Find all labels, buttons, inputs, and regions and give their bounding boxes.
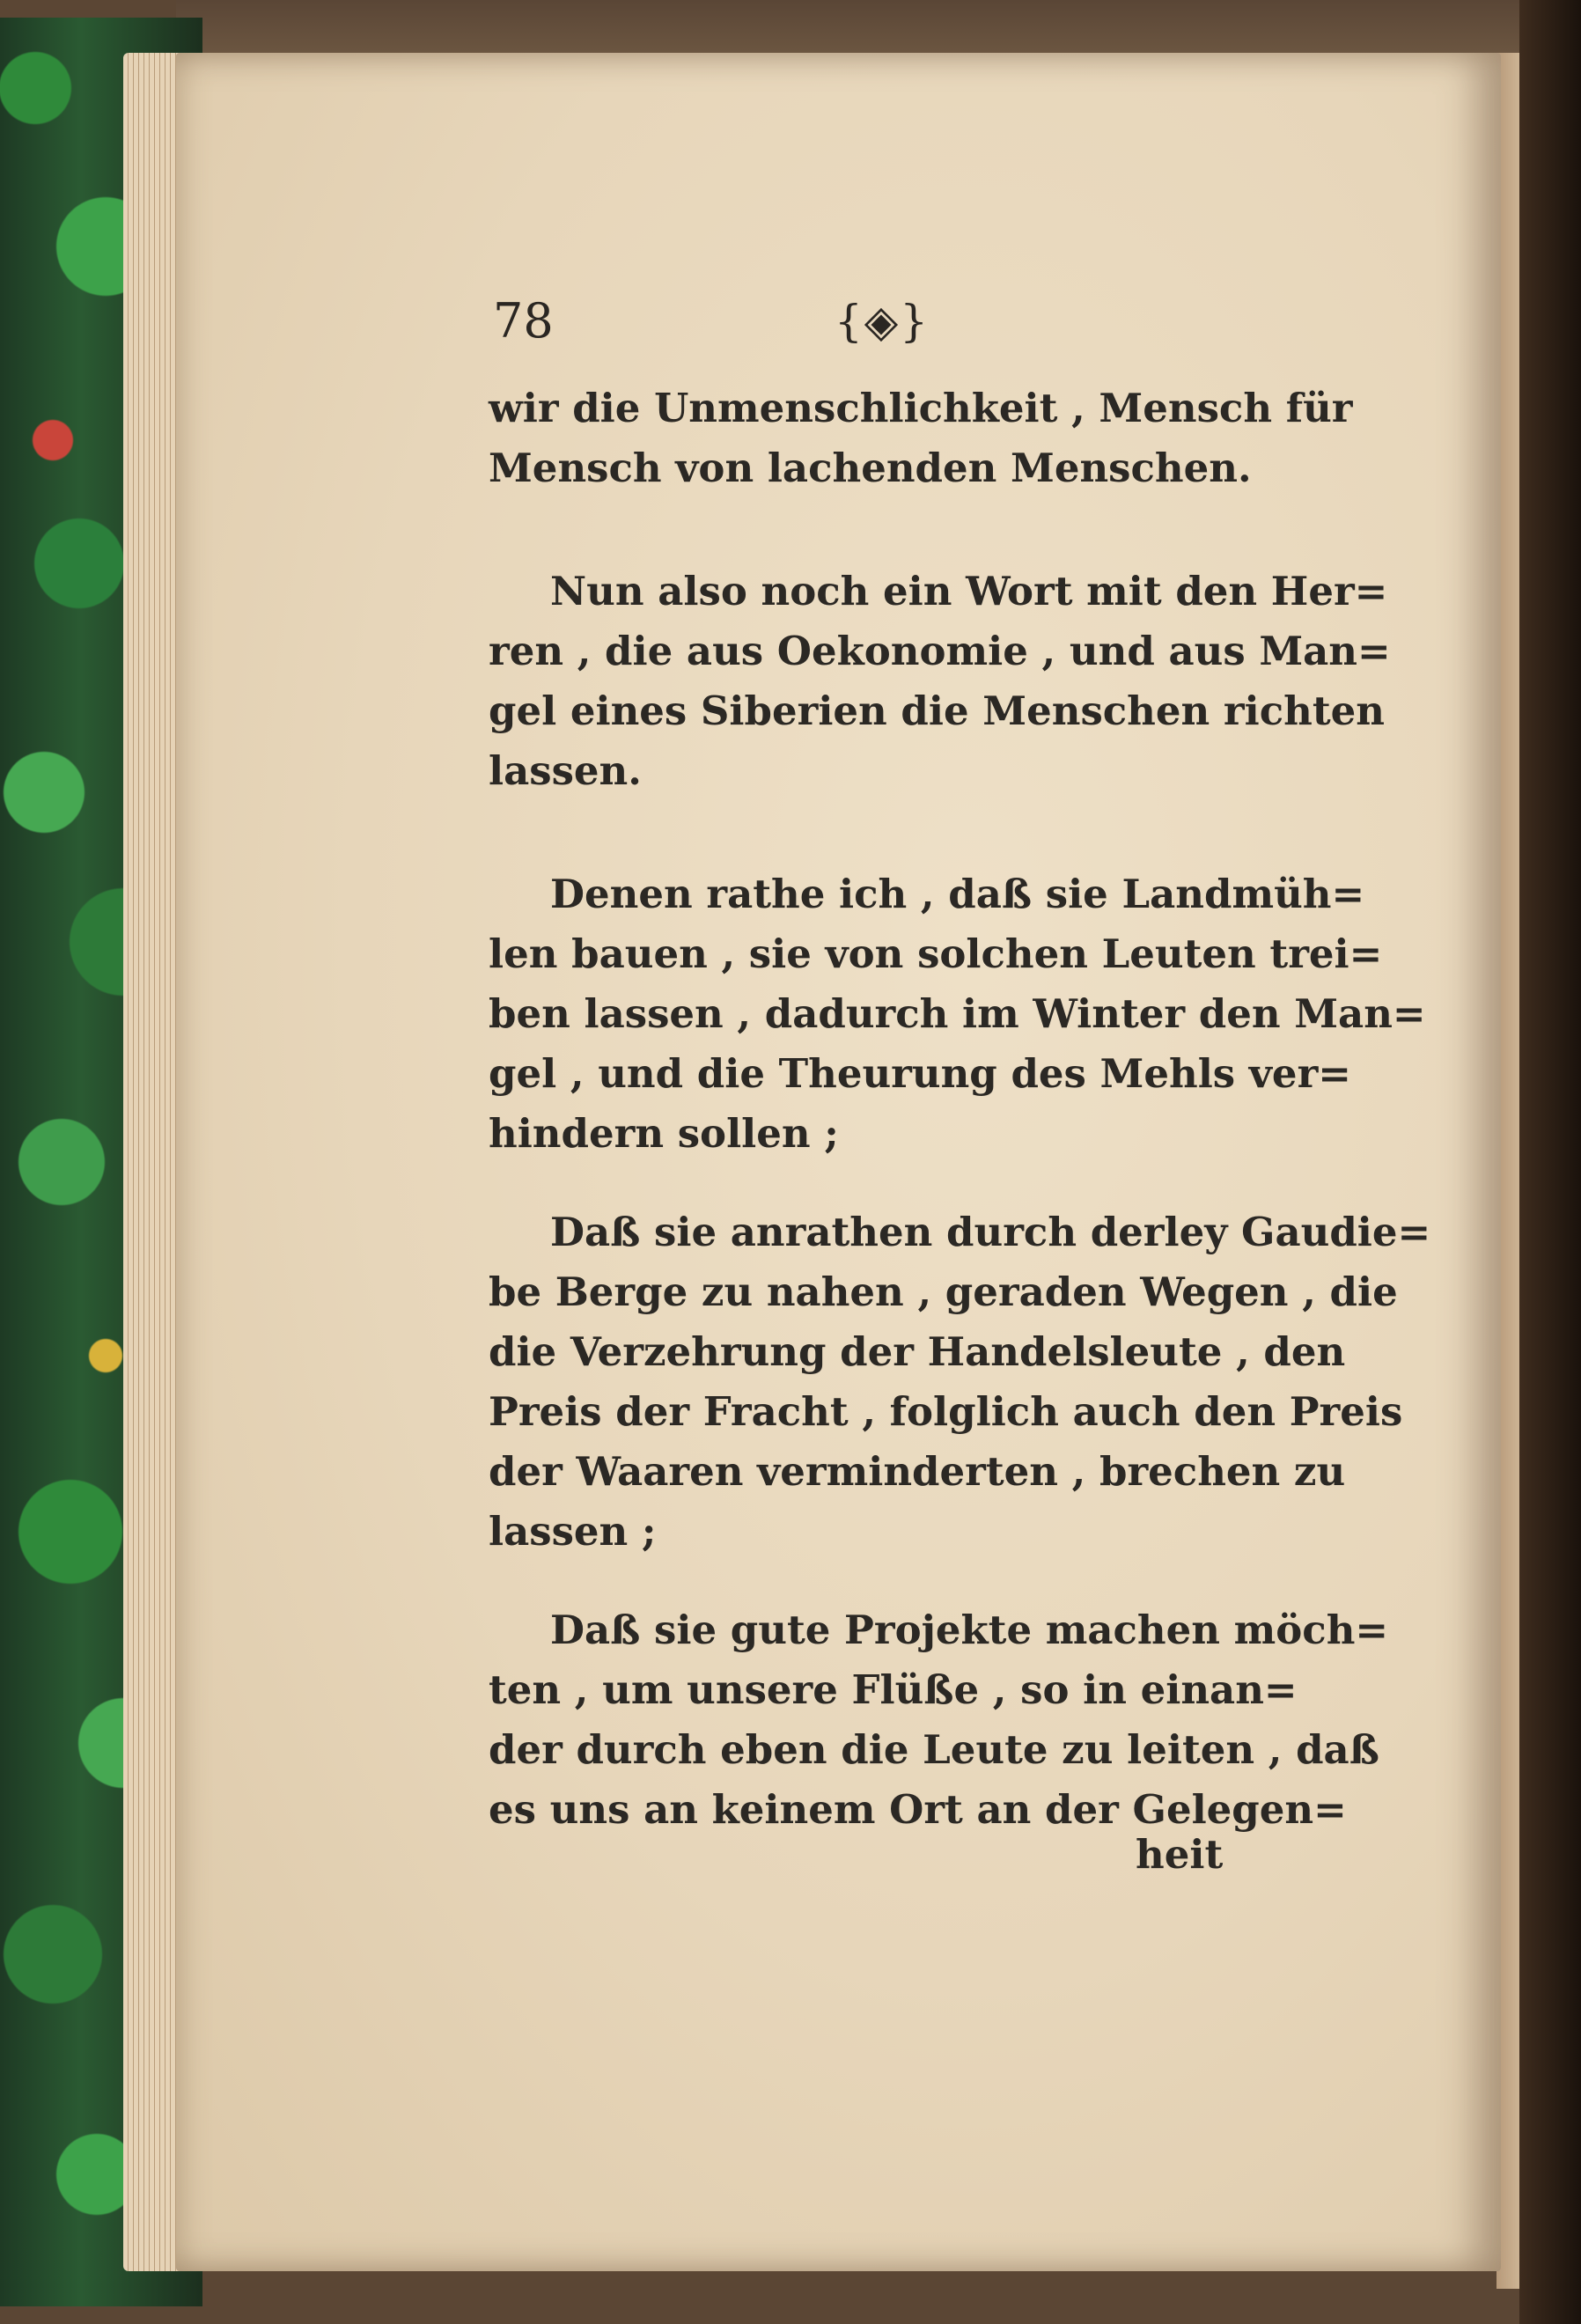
text-line: Nun also noch ein Wort mit den Her= bbox=[550, 568, 1388, 614]
page-header bbox=[493, 290, 1285, 352]
text-line: lassen. bbox=[489, 747, 642, 794]
paragraph-2 bbox=[489, 562, 1391, 801]
text-line: wir die Unmenschlichkeit , Mensch für bbox=[489, 385, 1353, 431]
body-text bbox=[489, 379, 1431, 1840]
text-line: gel , und die Theurung des Mehls ver= bbox=[489, 1050, 1351, 1097]
text-line: Daß sie anrathen durch derley Gaudie= bbox=[550, 1209, 1431, 1255]
text-line: Mensch von lachenden Menschen. bbox=[489, 445, 1252, 491]
text-line: ren , die aus Oekonomie , und aus Man= bbox=[489, 628, 1391, 674]
paragraph-5 bbox=[489, 1600, 1389, 1840]
text-line: Daß sie gute Projekte machen möch= bbox=[550, 1607, 1389, 1653]
background-right bbox=[1519, 0, 1581, 2324]
catchword: heit bbox=[1136, 1831, 1224, 1878]
text-line: Denen rathe ich , daß sie Landmüh= bbox=[550, 871, 1365, 917]
text-line: gel eines Siberien die Menschen richten bbox=[489, 688, 1385, 734]
paragraph-4 bbox=[489, 1202, 1431, 1562]
text-line: der durch eben die Leute zu leiten , daß bbox=[489, 1726, 1379, 1773]
text-line: die Verzehrung der Handelsleute , den bbox=[489, 1328, 1346, 1375]
header-ornament: {◈} bbox=[835, 296, 930, 347]
paragraph-1 bbox=[489, 379, 1353, 498]
text-line: len bauen , sie von solchen Leuten trei= bbox=[489, 930, 1383, 977]
text-line: es uns an keinem Ort an der Gelegen= bbox=[489, 1786, 1347, 1833]
text-line: hindern sollen ; bbox=[489, 1110, 839, 1157]
text-line: ben lassen , dadurch im Winter den Man= bbox=[489, 990, 1426, 1037]
text-line: Preis der Fracht , folglich auch den Preis bbox=[489, 1388, 1403, 1435]
text-line: der Waaren verminderten , brechen zu bbox=[489, 1448, 1346, 1495]
text-line: be Berge zu nahen , geraden Wegen , die bbox=[489, 1269, 1398, 1315]
text-line: ten , um unsere Flüße , so in einan= bbox=[489, 1666, 1298, 1713]
text-line: lassen ; bbox=[489, 1508, 657, 1555]
paragraph-3 bbox=[489, 864, 1426, 1164]
page-number: 78 bbox=[493, 293, 554, 349]
